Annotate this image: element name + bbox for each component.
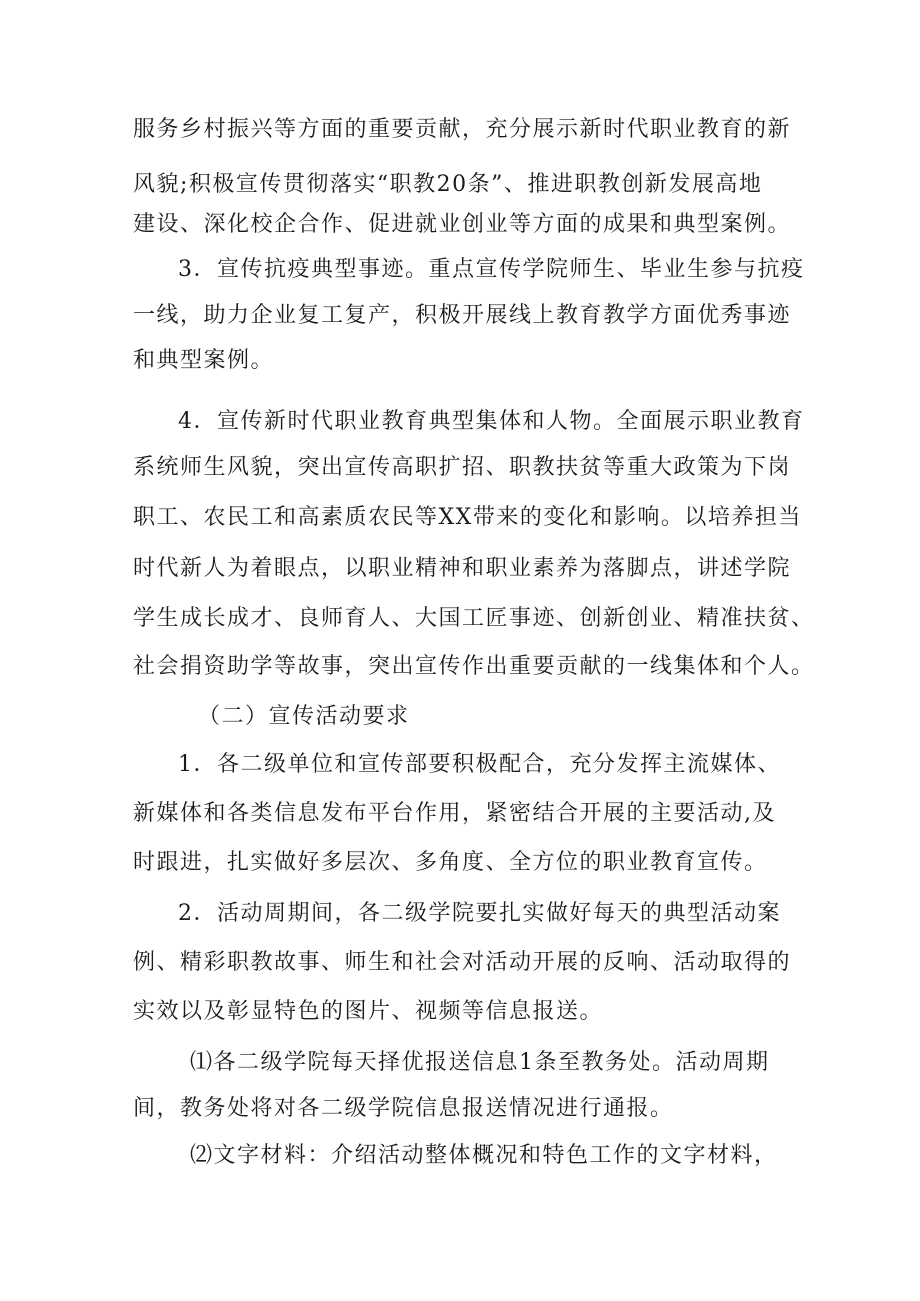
body-text-line: 时跟进，扎实做好多层次、多角度、全方位的职业教育宣传。: [133, 850, 768, 875]
body-text-line: 4．宣传新时代职业教育典型集体和人物。全面展示职业教育: [178, 409, 805, 434]
body-text-line: 一线，助力企业复工复产，积极开展线上教育教学方面优秀事迹: [133, 303, 792, 328]
section-heading: （二）宣传活动要求: [198, 704, 410, 729]
body-text-line: 时代新人为着眼点，以职业精神和职业素养为落脚点，讲述学院: [133, 556, 792, 581]
body-text-line: 新媒体和各类信息发布平台作用，紧密结合开展的主要活动,及: [133, 801, 776, 826]
body-text-line: 学生成长成才、良师育人、大国工匠事迹、创新创业、精准扶贫、: [133, 606, 815, 631]
body-text-line: 1．各二级单位和宣传部要积极配合，充分发挥主流媒体、: [178, 752, 781, 777]
body-text-line: 职工、农民工和高素质农民等XX带来的变化和影响。以培养担当: [133, 505, 802, 530]
body-text-line: 实效以及彰显特色的图片、视频等信息报送。: [133, 999, 604, 1024]
body-text-line: 间，教务处将对各二级学院信息报送情况进行通报。: [133, 1096, 674, 1121]
body-text-line: 3．宣传抗疫典型事迹。重点宣传学院师生、毕业生参与抗疫: [178, 257, 805, 282]
body-text-line: 建设、深化校企合作、促进就业创业等方面的成果和典型案例。: [133, 212, 792, 237]
body-text-line: 系统师生风貌，突出宣传高职扩招、职教扶贫等重大政策为下岗: [133, 455, 792, 480]
body-text-line: ⑴各二级学院每天择优报送信息1条至教务处。活动周期: [190, 1050, 770, 1075]
body-text-line: 例、精彩职教故事、师生和社会对活动开展的反响、活动取得的: [133, 950, 792, 975]
body-text-line: 和典型案例。: [133, 348, 275, 373]
body-text-line: 风貌;积极宣传贯彻落实“职教20条”、推进职教创新发展高地: [133, 172, 763, 197]
body-text-line: 社会捐资助学等故事，突出宣传作出重要贡献的一线集体和个人。: [133, 654, 815, 679]
body-text-line: ⑵文字材料：介绍活动整体概况和特色工作的文字材料，: [190, 1143, 778, 1168]
body-text-line: 2．活动周期间，各二级学院要扎实做好每天的典型活动案: [178, 901, 781, 926]
body-text-line: 服务乡村振兴等方面的重要贡献，充分展示新时代职业教育的新: [133, 117, 792, 142]
